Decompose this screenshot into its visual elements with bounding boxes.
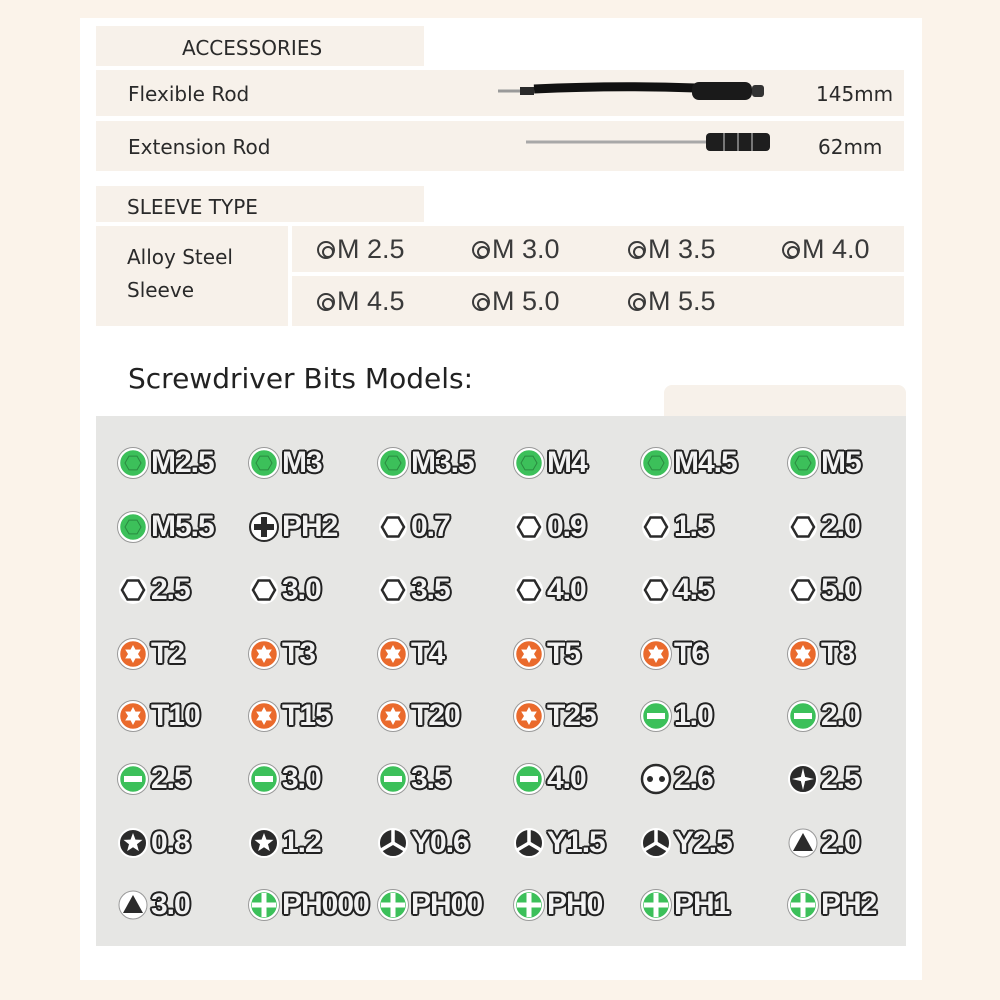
bit-label: 3.5 <box>411 762 450 795</box>
accessories-header: ACCESSORIES <box>182 36 323 60</box>
sleeve-ring-icon <box>628 293 646 311</box>
bit-item <box>787 632 854 676</box>
bit-label: PH2 <box>282 510 338 543</box>
bit-item <box>513 694 596 738</box>
tri-wing-icon <box>640 827 672 859</box>
bit-label: 3.0 <box>151 888 190 921</box>
hex-outline-icon <box>787 511 819 543</box>
phillips-icon <box>377 889 409 921</box>
tri-wing-icon <box>377 827 409 859</box>
extension-rod-label: Extension Rod <box>128 135 271 159</box>
sleeve-item: M 5.0 <box>472 286 560 317</box>
flexible-rod-image <box>496 78 768 104</box>
bit-item <box>640 568 713 612</box>
bit-label: M5 <box>821 446 861 479</box>
bit-item <box>787 441 861 485</box>
bit-item <box>377 441 474 485</box>
bit-item <box>787 694 860 738</box>
hex-outline-icon <box>640 574 672 606</box>
hex-socket-icon <box>248 447 280 479</box>
sleeve-ring-icon <box>472 293 490 311</box>
triangle-icon <box>117 889 149 921</box>
extension-rod-image <box>524 130 780 154</box>
bit-item <box>248 568 321 612</box>
bit-item <box>787 757 860 801</box>
bit-item <box>117 883 190 927</box>
hex-socket-icon <box>117 447 149 479</box>
spanner-icon <box>640 763 672 795</box>
bit-label: 2.0 <box>821 826 860 859</box>
bit-item <box>640 441 737 485</box>
bit-item <box>640 883 729 927</box>
bit-label: PH2 <box>821 888 877 921</box>
bit-item <box>640 821 732 865</box>
bit-item <box>377 632 444 676</box>
sleeve-ring-icon <box>317 293 335 311</box>
sleeve-label-cell <box>96 226 288 326</box>
bit-item <box>513 441 587 485</box>
bit-label: 4.0 <box>547 573 586 606</box>
torx-icon <box>513 700 545 732</box>
bit-label: T20 <box>411 699 460 732</box>
bit-label: 5.0 <box>821 573 860 606</box>
bit-item <box>377 568 450 612</box>
bit-label: T15 <box>282 699 331 732</box>
bit-item <box>117 632 184 676</box>
bit-item <box>513 568 586 612</box>
bit-item <box>377 757 450 801</box>
bit-item <box>377 883 482 927</box>
bit-label: 2.5 <box>151 762 190 795</box>
bit-item <box>117 757 190 801</box>
bit-item <box>248 694 331 738</box>
bit-label: T5 <box>547 637 581 670</box>
bit-label: PH000 <box>282 888 369 921</box>
bit-label: M4 <box>547 446 587 479</box>
hex-socket-icon <box>377 447 409 479</box>
bit-label: Y1.5 <box>547 826 605 859</box>
bit-item <box>117 821 190 865</box>
bits-grid <box>96 416 906 946</box>
phillips-icon <box>787 889 819 921</box>
bits-grid-tab <box>664 385 906 419</box>
sleeve-ring-icon <box>317 241 335 259</box>
bit-label: 2.5 <box>821 762 860 795</box>
bit-item <box>377 505 450 549</box>
slotted-icon <box>787 700 819 732</box>
slotted-icon <box>513 763 545 795</box>
bit-label: T3 <box>282 637 316 670</box>
bit-label: T2 <box>151 637 185 670</box>
bit-label: 2.5 <box>151 573 190 606</box>
torx-icon <box>248 638 280 670</box>
torx-icon <box>377 638 409 670</box>
bit-item <box>787 505 860 549</box>
bit-label: M5.5 <box>151 510 214 543</box>
pentalobe-icon <box>248 827 280 859</box>
hex-outline-icon <box>377 574 409 606</box>
bit-item <box>117 694 200 738</box>
bit-label: 1.2 <box>282 826 321 859</box>
bit-label: Y2.5 <box>674 826 732 859</box>
bit-label: 1.5 <box>674 510 713 543</box>
bit-item <box>248 505 337 549</box>
bit-item <box>787 883 876 927</box>
bit-item <box>117 568 190 612</box>
bit-label: PH0 <box>547 888 603 921</box>
slotted-icon <box>377 763 409 795</box>
hex-socket-icon <box>640 447 672 479</box>
bit-item <box>640 757 713 801</box>
hex-socket-icon <box>117 511 149 543</box>
phillips-icon <box>640 889 672 921</box>
cross-star-icon <box>787 763 819 795</box>
bit-label: 2.0 <box>821 510 860 543</box>
bit-label: 3.0 <box>282 573 321 606</box>
bit-item <box>117 505 214 549</box>
bit-label: M4.5 <box>674 446 737 479</box>
sleeve-label-line1: Alloy Steel <box>127 245 233 269</box>
bit-label: 0.9 <box>547 510 586 543</box>
bit-item <box>640 694 713 738</box>
torx-icon <box>248 700 280 732</box>
slotted-icon <box>640 700 672 732</box>
bit-item <box>248 632 315 676</box>
sleeve-header: SLEEVE TYPE <box>127 195 258 219</box>
torx-icon <box>787 638 819 670</box>
torx-icon <box>640 638 672 670</box>
hex-outline-icon <box>117 574 149 606</box>
bit-item <box>248 441 322 485</box>
bit-item <box>513 883 602 927</box>
bit-item <box>513 505 586 549</box>
bits-title: Screwdriver Bits Models: <box>128 362 474 395</box>
sleeve-item: M 2.5 <box>317 234 405 265</box>
bit-label: Y0.6 <box>411 826 469 859</box>
bit-item <box>377 821 469 865</box>
bit-label: M3.5 <box>411 446 474 479</box>
torx-icon <box>513 638 545 670</box>
slotted-icon <box>117 763 149 795</box>
torx-icon <box>377 700 409 732</box>
bit-label: 4.5 <box>674 573 713 606</box>
bit-label: T25 <box>547 699 596 732</box>
sleeve-item: M 4.0 <box>782 234 870 265</box>
bit-item <box>513 757 586 801</box>
hex-outline-icon <box>787 574 819 606</box>
bit-label: 2.6 <box>674 762 713 795</box>
hex-socket-icon <box>513 447 545 479</box>
bit-label: PH00 <box>411 888 483 921</box>
phillips-icon <box>513 889 545 921</box>
sleeve-ring-icon <box>628 241 646 259</box>
sleeve-label-line2: Sleeve <box>127 278 195 302</box>
sleeve-item: M 3.0 <box>472 234 560 265</box>
bit-label: 1.0 <box>674 699 713 732</box>
sleeve-item: M 3.5 <box>628 234 716 265</box>
bit-label: M2.5 <box>151 446 214 479</box>
tri-wing-icon <box>513 827 545 859</box>
bit-item <box>117 441 214 485</box>
hex-outline-icon <box>248 574 280 606</box>
sleeve-item: M 4.5 <box>317 286 405 317</box>
hex-outline-icon <box>640 511 672 543</box>
hex-outline-icon <box>513 511 545 543</box>
bit-label: PH1 <box>674 888 730 921</box>
flexible-rod-label: Flexible Rod <box>128 82 250 106</box>
bit-item <box>513 821 605 865</box>
bit-item <box>787 821 860 865</box>
flexible-rod-size: 145mm <box>816 82 894 106</box>
sleeve-ring-icon <box>782 241 800 259</box>
bit-label: T6 <box>674 637 708 670</box>
phillips-small-icon <box>248 511 280 543</box>
bit-item <box>248 757 321 801</box>
torx-icon <box>117 700 149 732</box>
bit-item <box>248 821 321 865</box>
bit-item <box>513 632 580 676</box>
hex-outline-icon <box>377 511 409 543</box>
bit-label: 4.0 <box>547 762 586 795</box>
sleeve-ring-icon <box>472 241 490 259</box>
bit-label: T10 <box>151 699 200 732</box>
pentalobe-icon <box>117 827 149 859</box>
hex-outline-icon <box>513 574 545 606</box>
bit-label: 0.8 <box>151 826 190 859</box>
hex-socket-icon <box>787 447 819 479</box>
triangle-icon <box>787 827 819 859</box>
bit-item <box>248 883 369 927</box>
bit-item <box>377 694 460 738</box>
bit-label: 3.0 <box>282 762 321 795</box>
torx-icon <box>117 638 149 670</box>
bit-item <box>640 505 713 549</box>
bit-label: 2.0 <box>821 699 860 732</box>
bit-label: 3.5 <box>411 573 450 606</box>
bit-item <box>787 568 860 612</box>
bit-item <box>640 632 707 676</box>
bit-label: T8 <box>821 637 855 670</box>
bit-label: M3 <box>282 446 322 479</box>
sleeve-item: M 5.5 <box>628 286 716 317</box>
extension-rod-size: 62mm <box>818 135 883 159</box>
bit-label: T4 <box>411 637 445 670</box>
slotted-icon <box>248 763 280 795</box>
phillips-icon <box>248 889 280 921</box>
bit-label: 0.7 <box>411 510 450 543</box>
